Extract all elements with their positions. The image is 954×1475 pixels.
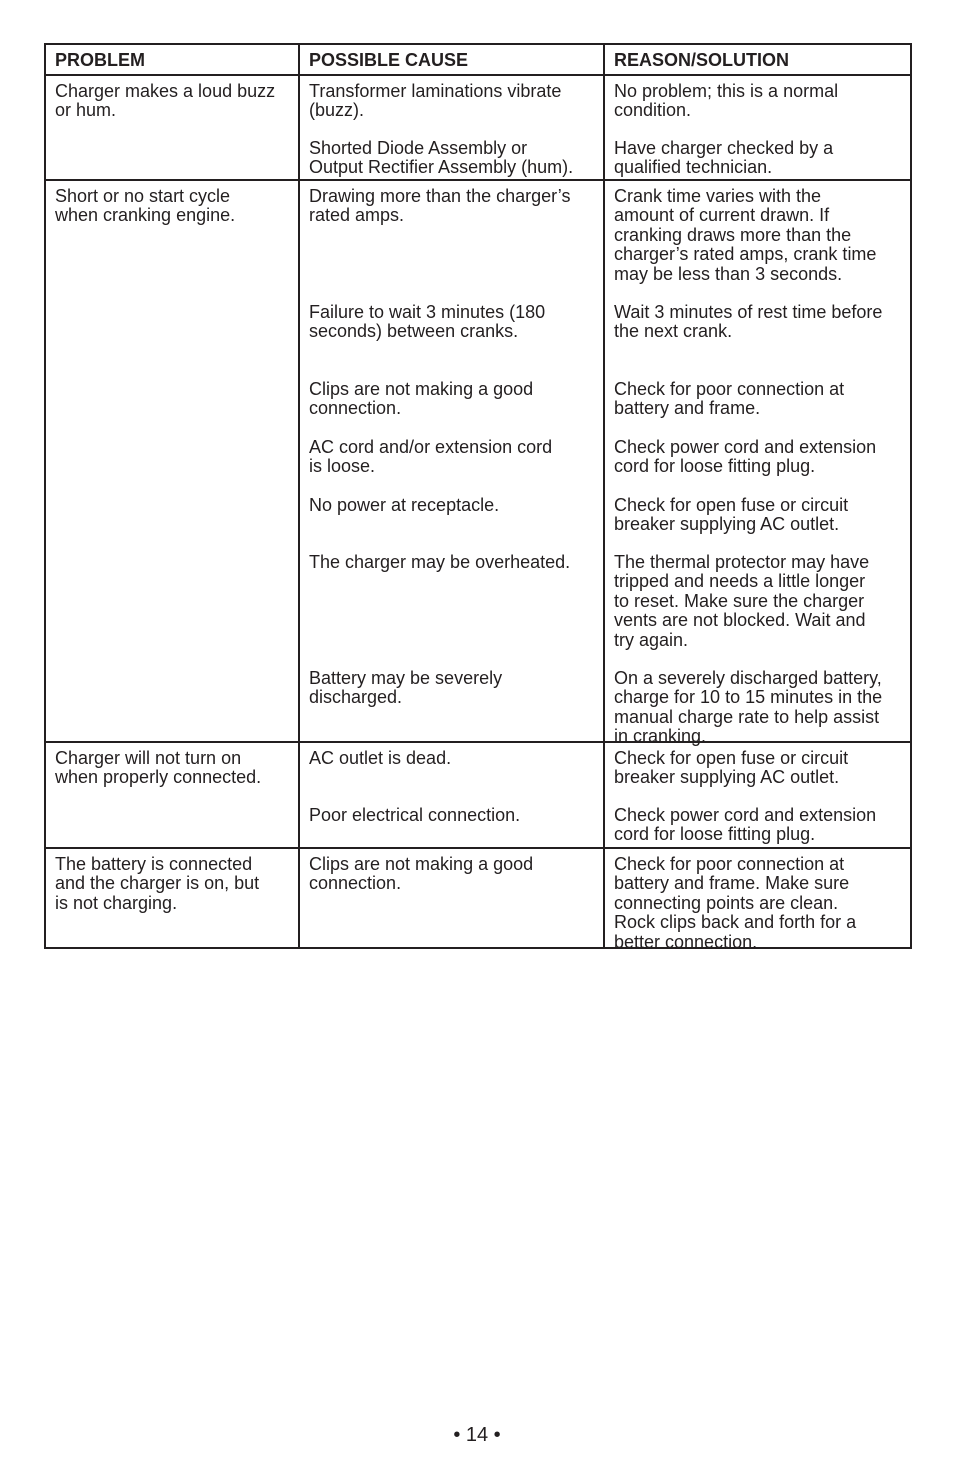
header-possible-cause: POSSIBLE CAUSE <box>299 44 604 75</box>
possible-cause-text: Failure to wait 3 minutes (180 seconds) between cranks. <box>309 302 546 342</box>
reason-solution-text: Check power cord and extension cord for loose fitting plug. <box>614 437 877 477</box>
possible-cause-cell <box>299 75 604 180</box>
problem-cell <box>45 848 299 948</box>
problem-text: Short or no start cycle when cranking engine. <box>55 186 236 226</box>
possible-cause-text: Drawing more than the charger’s rated amps. <box>309 186 571 226</box>
problem-cell <box>45 75 299 180</box>
reason-solution-text: Wait 3 minutes of rest time before the next crank. <box>614 302 883 342</box>
reason-solution-text: Check for open fuse or circuit breaker supplying AC outlet. <box>614 748 849 788</box>
table-body <box>45 75 911 952</box>
page-number: • 14 • <box>453 1424 501 1446</box>
problem-cell <box>45 742 299 848</box>
possible-cause-text: Clips are not making a good connection. <box>309 854 534 894</box>
possible-cause-text: Poor electrical connection. <box>309 805 521 825</box>
troubleshooting-table <box>44 43 912 952</box>
table-row <box>45 742 911 848</box>
table-header-row <box>45 44 911 75</box>
problem-text: Charger makes a loud buzz or hum. <box>55 81 276 121</box>
possible-cause-text: The charger may be overheated. <box>309 552 571 572</box>
problem-text: Charger will not turn on when properly connected. <box>55 748 262 788</box>
table-row <box>45 180 911 742</box>
problem-text: The battery is connected and the charger is on, but is not charging. <box>55 854 260 913</box>
possible-cause-text: Clips are not making a good connection. <box>309 379 534 419</box>
reason-solution-text: Have charger checked by a qualified technician. <box>614 138 834 178</box>
header-problem: PROBLEM <box>45 44 299 75</box>
table-row <box>45 848 911 948</box>
possible-cause-cell <box>299 742 604 848</box>
reason-solution-text: Check for poor connection at battery and frame. Make sure connecting points are clean. Rock clips back and forth for a better connection. <box>614 854 857 952</box>
reason-solution-cell <box>604 180 911 747</box>
reason-solution-text: Check for poor connection at battery and frame. <box>614 379 845 419</box>
reason-solution-text: Check for open fuse or circuit breaker supplying AC outlet. <box>614 495 849 535</box>
possible-cause-text: No power at receptacle. <box>309 495 500 515</box>
reason-solution-text: Crank time varies with the amount of current drawn. If cranking draws more than the charger’s rated amps, crank time may be less than 3 seconds. <box>614 186 877 284</box>
possible-cause-text: AC cord and/or extension cord is loose. <box>309 437 553 477</box>
possible-cause-text: Battery may be severely discharged. <box>309 668 503 708</box>
reason-solution-cell <box>604 75 911 180</box>
reason-solution-text: On a severely discharged battery, charge for 10 to 15 minutes in the manual charge rate to help assist in cranking. <box>614 668 883 747</box>
reason-solution-text: The thermal protector may have tripped and needs a little longer to reset. Make sure the charger vents are not blocked. Wait and try again. <box>614 552 870 650</box>
possible-cause-text: Shorted Diode Assembly or Output Rectifier Assembly (hum). <box>309 138 574 178</box>
reason-solution-text: No problem; this is a normal condition. <box>614 81 839 121</box>
reason-solution-text: Check power cord and extension cord for loose fitting plug. <box>614 805 877 845</box>
table-row <box>45 75 911 180</box>
possible-cause-text: Transformer laminations vibrate (buzz). <box>309 81 562 121</box>
reason-solution-cell <box>604 848 911 952</box>
possible-cause-cell <box>299 848 604 948</box>
possible-cause-text: AC outlet is dead. <box>309 748 452 768</box>
header-reason-solution: REASON/SOLUTION <box>604 44 911 75</box>
problem-cell <box>45 180 299 742</box>
reason-solution-cell <box>604 742 911 848</box>
possible-cause-cell <box>299 180 604 742</box>
